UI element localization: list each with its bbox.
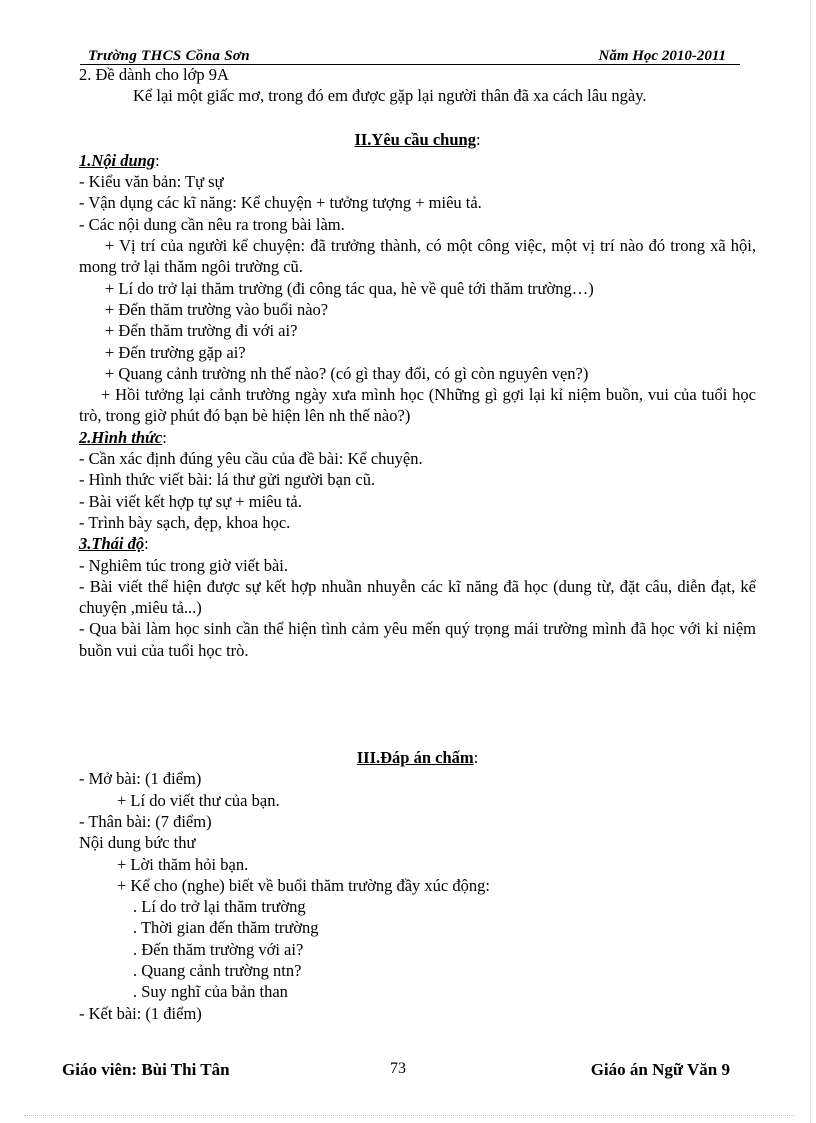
page-number: 73 — [390, 1060, 406, 1077]
footer-subject: Giáo án Ngữ Văn 9 — [590, 1060, 730, 1079]
grading-line: . Thời gian đến thăm trường — [133, 918, 319, 938]
form-line: - Cần xác định đúng yêu cầu của đề bài: Kể chuyện. — [79, 449, 423, 469]
grading-line: . Lí do trở lại thăm trường — [133, 897, 306, 917]
attitude-line: - Qua bài làm học sinh cần thể hiện tình cảm yêu mến quý trọng mái trường mình đã học với kỉ niệm buồn vui của tuổi học trò. — [79, 619, 756, 660]
form-line: - Bài viết kết hợp tự sự + miêu tả. — [79, 491, 302, 511]
form-line: - Hình thức viết bài: lá thư gửi người bạn cũ. — [79, 470, 376, 490]
grading-line: - Thân bài: (7 điểm) — [79, 811, 212, 831]
content-line: + Đến trường gặp ai? — [105, 342, 246, 362]
content-line: - Các nội dung cần nêu ra trong bài làm. — [79, 214, 345, 234]
section-2-title: II.Yêu cầu chung: — [354, 129, 481, 149]
grading-line: . Suy nghĩ của bản than — [133, 982, 288, 1002]
content-line: - Kiểu văn bản: Tự sự — [79, 172, 224, 192]
attitude-line: - Nghiêm túc trong giờ viết bài. — [79, 555, 288, 575]
grading-line: . Đến thăm trường với ai? — [133, 939, 304, 959]
grading-line: - Mở bài: (1 điểm) — [79, 769, 202, 789]
topic-label: 2. Đề dành cho lớp 9A — [79, 65, 229, 84]
content-line: + Hồi tưởng lại cảnh trường ngày xưa mình học (Những gì gợi lại kỉ niệm buồn, vui của tuổi học trò, trong giờ phút đó bạn bè hiện lên nh thế nào?) — [79, 385, 756, 426]
form-heading: 2.Hình thức: — [79, 427, 167, 447]
grading-line: + Kể cho (nghe) biết về buổi thăm trường đầy xúc động: — [117, 875, 490, 895]
section-3-title: III.Đáp án chấm: — [356, 748, 479, 768]
content-heading: 1.Nội dung: — [79, 150, 160, 170]
grading-line: + Lí do viết thư của bạn. — [117, 790, 280, 810]
attitude-heading: 3.Thái độ: — [79, 534, 149, 554]
content-line: + Vị trí của người kể chuyện: đã trưởng thành, có một công việc, một vị trí nào đó trong xã hội, mong trở lại thăm ngôi trường cũ. — [79, 236, 756, 277]
content-line: + Quang cảnh trường nh thế nào? (có gì thay đổi, có gì còn nguyên vẹn?) — [105, 363, 589, 383]
grading-line: + Lời thăm hỏi bạn. — [117, 854, 249, 874]
topic-text: Kể lại một giấc mơ, trong đó em được gặp lại người thân đã xa cách lâu ngày. — [133, 86, 647, 106]
page-border-bottom — [24, 1115, 794, 1116]
spacer — [79, 661, 756, 747]
header-school-year: Năm Học 2010-2011 — [598, 48, 726, 64]
footer-teacher: Giáo viên: Bùi Thi Tân — [62, 1060, 230, 1079]
content-line: + Đến thăm trường đi với ai? — [105, 321, 298, 341]
grading-line: - Kết bài: (1 điểm) — [79, 1003, 202, 1023]
attitude-line: - Bài viết thể hiện được sự kết hợp nhuần nhuyễn các kĩ năng đã học (dung từ, đặt câu, diễn đạt, kể chuyện ,miêu tả...) — [79, 576, 756, 618]
content-line: + Lí do trở lại thăm trường (đi công tác qua, hè về quê tới thăm trường…) — [105, 278, 594, 298]
grading-line: . Quang cảnh trường ntn? — [133, 960, 302, 980]
page-border-right — [810, 0, 811, 1123]
content-line: + Đến thăm trường vào buổi nào? — [105, 299, 329, 319]
header-school: Trường THCS Cồna Sơn — [88, 48, 250, 64]
form-line: - Trình bày sạch, đẹp, khoa học. — [79, 512, 291, 532]
grading-line: Nội dung bức thư — [79, 833, 196, 853]
document-body — [79, 64, 756, 1024]
content-line: - Vận dụng các kĩ năng: Kể chuyện + tưởng tượng + miêu tả. — [79, 193, 482, 213]
spacer — [79, 107, 756, 129]
